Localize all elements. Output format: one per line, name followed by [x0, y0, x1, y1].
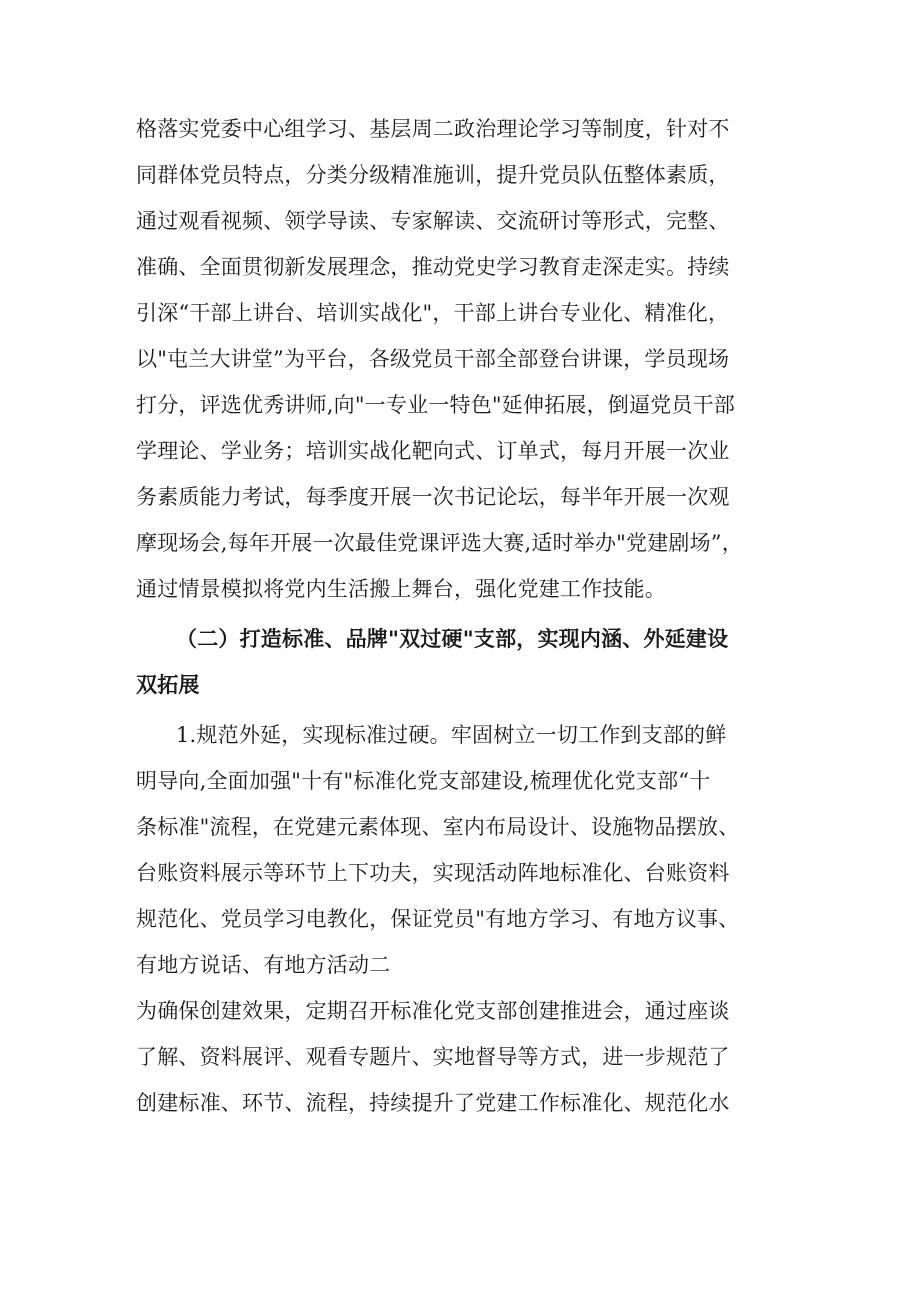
- section-heading: （二）打造标准、品牌"双过硬"支部，实现内涵、外延建设: [176, 627, 729, 651]
- body-text-line: 创建标准、环节、流程，持续提升了党建工作标准化、规范化水: [136, 1091, 730, 1115]
- body-text-line: 台账资料展示等环节上下功夫，实现活动阵地标准化、台账资料: [136, 861, 730, 885]
- body-text-line: 打分，评选优秀讲师,向"一专业一特色"延伸拓展，倒逼党员干部: [136, 393, 735, 417]
- section-heading-continued: 双拓展: [136, 673, 200, 697]
- body-text-line: 为确保创建效果，定期召开标准化党支部创建推进会，通过座谈: [136, 999, 730, 1023]
- body-text-line: 了解、资料展评、观看专题片、实地督导等方式，进一步规范了: [136, 1045, 730, 1069]
- body-text-line: 通过观看视频、领学导读、专家解读、交流研讨等形式，完整、: [136, 209, 730, 233]
- body-text-line: 同群体党员特点，分类分级精准施训，提升党员队伍整体素质，: [136, 163, 730, 187]
- body-text-line: 引深“干部上讲台、培训实战化"，干部上讲台专业化、精准化，: [136, 301, 730, 325]
- body-text-line: 有地方说话、有地方活动二: [136, 953, 391, 977]
- body-text-line: 摩现场会,每年开展一次最佳党课评选大赛,适时举办"党建剧场”，: [136, 531, 743, 555]
- body-text-line: 学理论、学业务；培训实战化靶向式、订单式，每月开展一次业: [136, 439, 730, 463]
- body-text-line: 1.规范外延，实现标准过硬。牢固树立一切工作到支部的鲜: [176, 723, 727, 747]
- body-text-line: 明导向,全面加强"十有"标准化党支部建设,梳理优化党支部“十: [136, 769, 711, 793]
- body-text-line: 格落实党委中心组学习、基层周二政治理论学习等制度，针对不: [136, 117, 730, 141]
- body-text-line: 条标准"流程，在党建元素体现、室内布局设计、设施物品摆放、: [136, 815, 740, 839]
- body-text-line: 以"屯兰大讲堂”为平台，各级党员干部全部登台讲课，学员现场: [136, 347, 730, 371]
- body-text-line: 通过情景模拟将党内生活搬上舞台，强化党建工作技能。: [136, 577, 666, 601]
- body-text-line: 规范化、党员学习电教化，保证党员"有地方学习、有地方议事、: [136, 907, 740, 931]
- body-text-line: 准确、全面贯彻新发展理念，推动党史学习教育走深走实。持续: [136, 255, 730, 279]
- body-text-line: 务素质能力考试，每季度开展一次书记论坛，每半年开展一次观: [136, 485, 730, 509]
